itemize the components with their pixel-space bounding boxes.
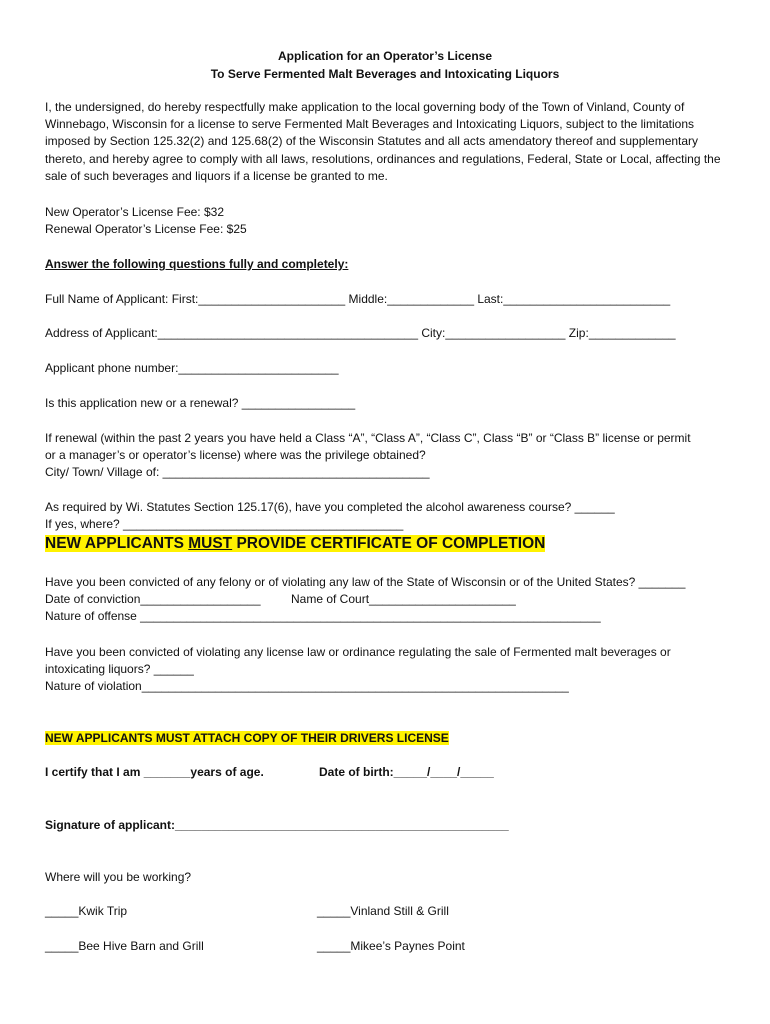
address-field[interactable]: Address of Applicant:_______________________________________ City:__________________ Zip:_____________ (45, 326, 676, 340)
certificate-notice-text: NEW APPLICANTS MUST PROVIDE CERTIFICATE OF COMPLETION (45, 535, 546, 552)
drivers-license-notice (45, 730, 449, 747)
work-option-bee-hive-barn[interactable]: _____Bee Hive Barn and Grill (45, 939, 204, 953)
work-option-vinland-still-grill[interactable]: _____Vinland Still & Grill (317, 904, 449, 918)
license-law-question-field[interactable]: intoxicating liquors? ______ (45, 662, 194, 676)
intro-paragraph: I, the undersigned, do hereby respectfully make application to the local governing body of the Town of Vinland, County of Winnebago, Wisconsin for a license to serve Fermented Malt Beverages and Intoxicating Liquors, subject to the limitations imposed by Section 125.32(2) and 125.68(2) of the Wisconsin Statutes and all acts amendatory thereof and supplementary thereto, and hereby agree to comply with all laws, resolutions, ordinances and regulations, Federal, State or Local, affecting the sale of such beverages and liquors if a license be granted to me. (45, 100, 721, 183)
must-emphasis: MUST (188, 535, 233, 552)
course-where-field[interactable]: If yes, where? __________________________________________ (45, 517, 404, 531)
title-line-2: To Serve Fermented Malt Beverages and Intoxicating Liquors (210, 67, 560, 81)
work-option-kwik-trip[interactable]: _____Kwik Trip (45, 904, 128, 918)
date-of-birth-field[interactable]: Date of birth:_____/____/_____ (319, 765, 494, 779)
conviction-date-field[interactable]: Date of conviction__________________ (45, 592, 261, 606)
certificate-notice (45, 534, 545, 554)
title-line-1: Application for an Operator’s License (277, 49, 493, 63)
renewal-fee: Renewal Operator’s License Fee: $25 (45, 222, 247, 236)
full-name-field[interactable]: Full Name of Applicant: First:______________________ Middle:_____________ Last:_________________________ (45, 292, 671, 306)
license-law-question-line-1: Have you been convicted of violating any license law or ordinance regulating the sale of Fermented malt beverages or (45, 645, 671, 659)
work-location-question: Where will you be working? (45, 870, 192, 884)
court-name-field[interactable]: Name of Court______________________ (291, 592, 516, 606)
drivers-license-notice-text: NEW APPLICANTS MUST ATTACH COPY OF THEIR DRIVERS LICENSE (45, 731, 449, 745)
renewal-question-line-1: If renewal (within the past 2 years you have held a Class “A”, “Class A”, “Class C”, Class “B” or “Class B” license or permit (45, 431, 691, 445)
signature-field[interactable]: Signature of applicant:__________________________________________________ (45, 818, 509, 832)
work-option-mikees-paynes-point[interactable]: _____Mikee’s Paynes Point (317, 939, 465, 953)
new-fee: New Operator’s License Fee: $32 (45, 205, 224, 219)
age-certification-field[interactable]: I certify that I am _______years of age. (45, 765, 264, 779)
phone-field[interactable]: Applicant phone number:________________________ (45, 361, 339, 375)
felony-question-field[interactable]: Have you been convicted of any felony or of violating any law of the State of Wisconsin or of the United States? _______ (45, 575, 686, 589)
instructions-heading: Answer the following questions fully and completely: (45, 257, 349, 271)
offense-field[interactable]: Nature of offense _____________________________________________________________________ (45, 609, 601, 623)
new-or-renewal-field[interactable]: Is this application new or a renewal? _________________ (45, 396, 356, 410)
municipality-field[interactable]: City/ Town/ Village of: ________________________________________ (45, 465, 430, 479)
violation-field[interactable]: Nature of violation________________________________________________________________ (45, 679, 569, 693)
renewal-question-line-2: or a manager’s or operator’s license) where was the privilege obtained? (45, 448, 426, 462)
course-question-field[interactable]: As required by Wi. Statutes Section 125.17(6), have you completed the alcohol awareness course? ______ (45, 500, 615, 514)
